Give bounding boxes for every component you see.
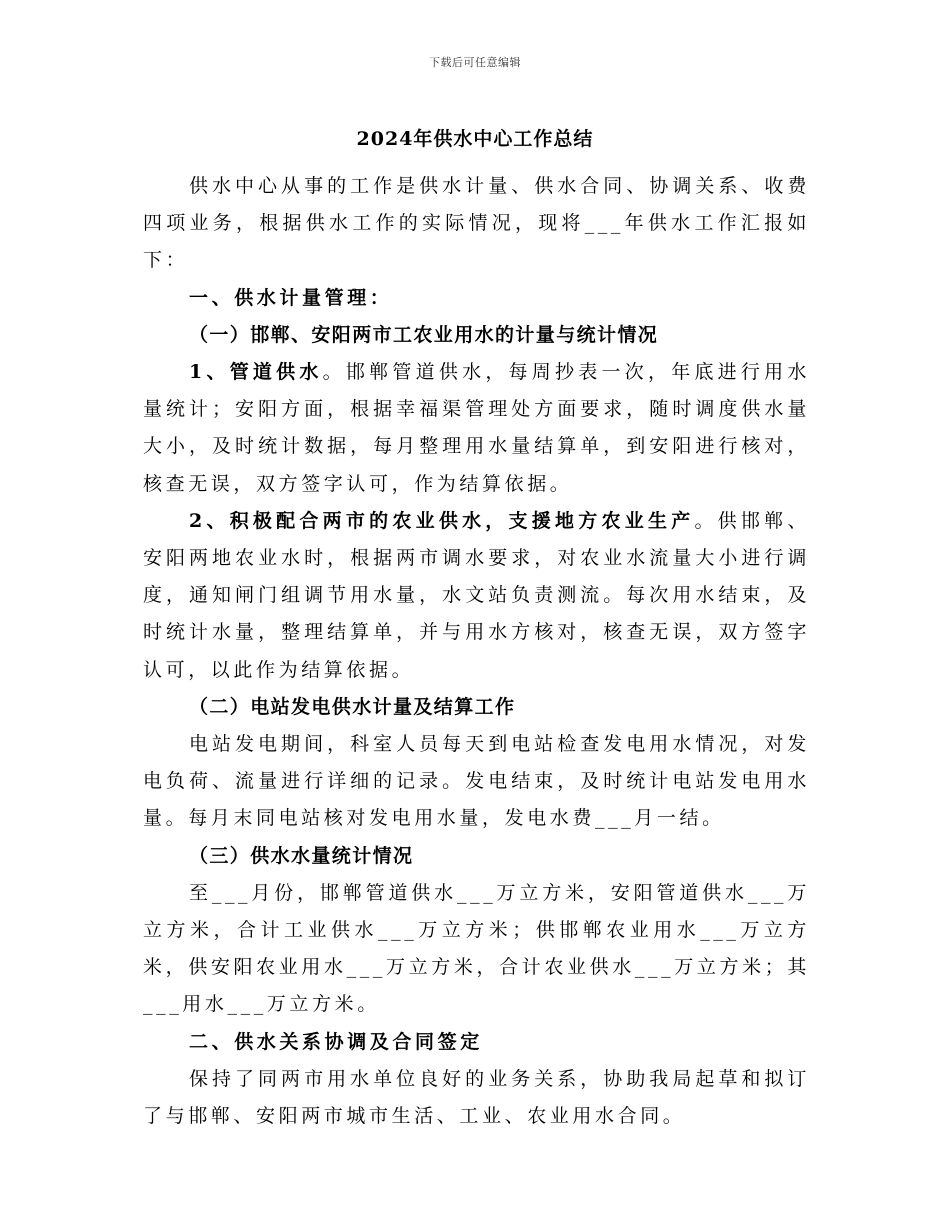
section-2-heading: 二、供水关系协调及合同签定 (189, 1030, 483, 1053)
item-2-title: 2、积极配合两市的农业供水，支援地方农业生产 (189, 509, 695, 532)
item-1-text: 。邯郸管道供水，每周抄表一次，年底进行用水量统计；安阳方面，根据幸福渠管理处方面要求，随时调度供水量大小，及时统计数据，每月整理用水量结算单，到安阳进行核对，核查无误，双方签字认可，作为结算依据。 (143, 361, 810, 495)
subsection-2-paragraph: 电站发电期间，科室人员每天到电站检查发电用水情况，对发电负荷、流量进行详细的记录。发电结束，及时统计电站发电用水量。每月末同电站核对发电用水量，发电水费___月一结。 (143, 733, 810, 830)
item-2-paragraph (143, 503, 810, 689)
header-note: 下载后可任意编辑 (429, 56, 521, 69)
item-2-text: 。供邯郸、安阳两地农业水时，根据两市调水要求，对农业水流量大小进行调度，通知闸门组调节用水量，水文站负责测流。每次用水结束，及时统计水量，整理结算单，并与用水方核对，核查无误，双方签字认可，以此作为结算依据。 (143, 509, 810, 681)
item-1-title: 1、管道供水 (189, 361, 323, 384)
subsection-1-heading: （一）邯郸、安阳两市工农业用水的计量与统计情况 (189, 323, 659, 346)
subsection-2-heading: （二）电站发电供水计量及结算工作 (189, 695, 516, 718)
document-body (143, 168, 810, 1135)
intro-paragraph: 供水中心从事的工作是供水计量、供水合同、协调关系、收费四项业务，根据供水工作的实际情况，现将___年供水工作汇报如下： (143, 175, 810, 272)
section-2-paragraph: 保持了同两市用水单位良好的业务关系，协助我局起草和拟订了与邯郸、安阳两市城市生活、工业、农业用水合同。 (143, 1067, 810, 1128)
subsection-3-heading: （三）供水水量统计情况 (189, 844, 414, 867)
item-1-paragraph (143, 354, 810, 503)
page-title: 2024年供水中心工作总结 (356, 128, 594, 150)
section-1-heading: 一、供水计量管理： (189, 286, 393, 309)
subsection-3-paragraph: 至___月份，邯郸管道供水___万立方米，安阳管道供水___万立方米，合计工业供水___万立方米；供邯郸农业用水___万立方米，供安阳农业用水___万立方米，合计农业供水___万立方米；其___用水___万立方米。 (143, 881, 810, 1016)
